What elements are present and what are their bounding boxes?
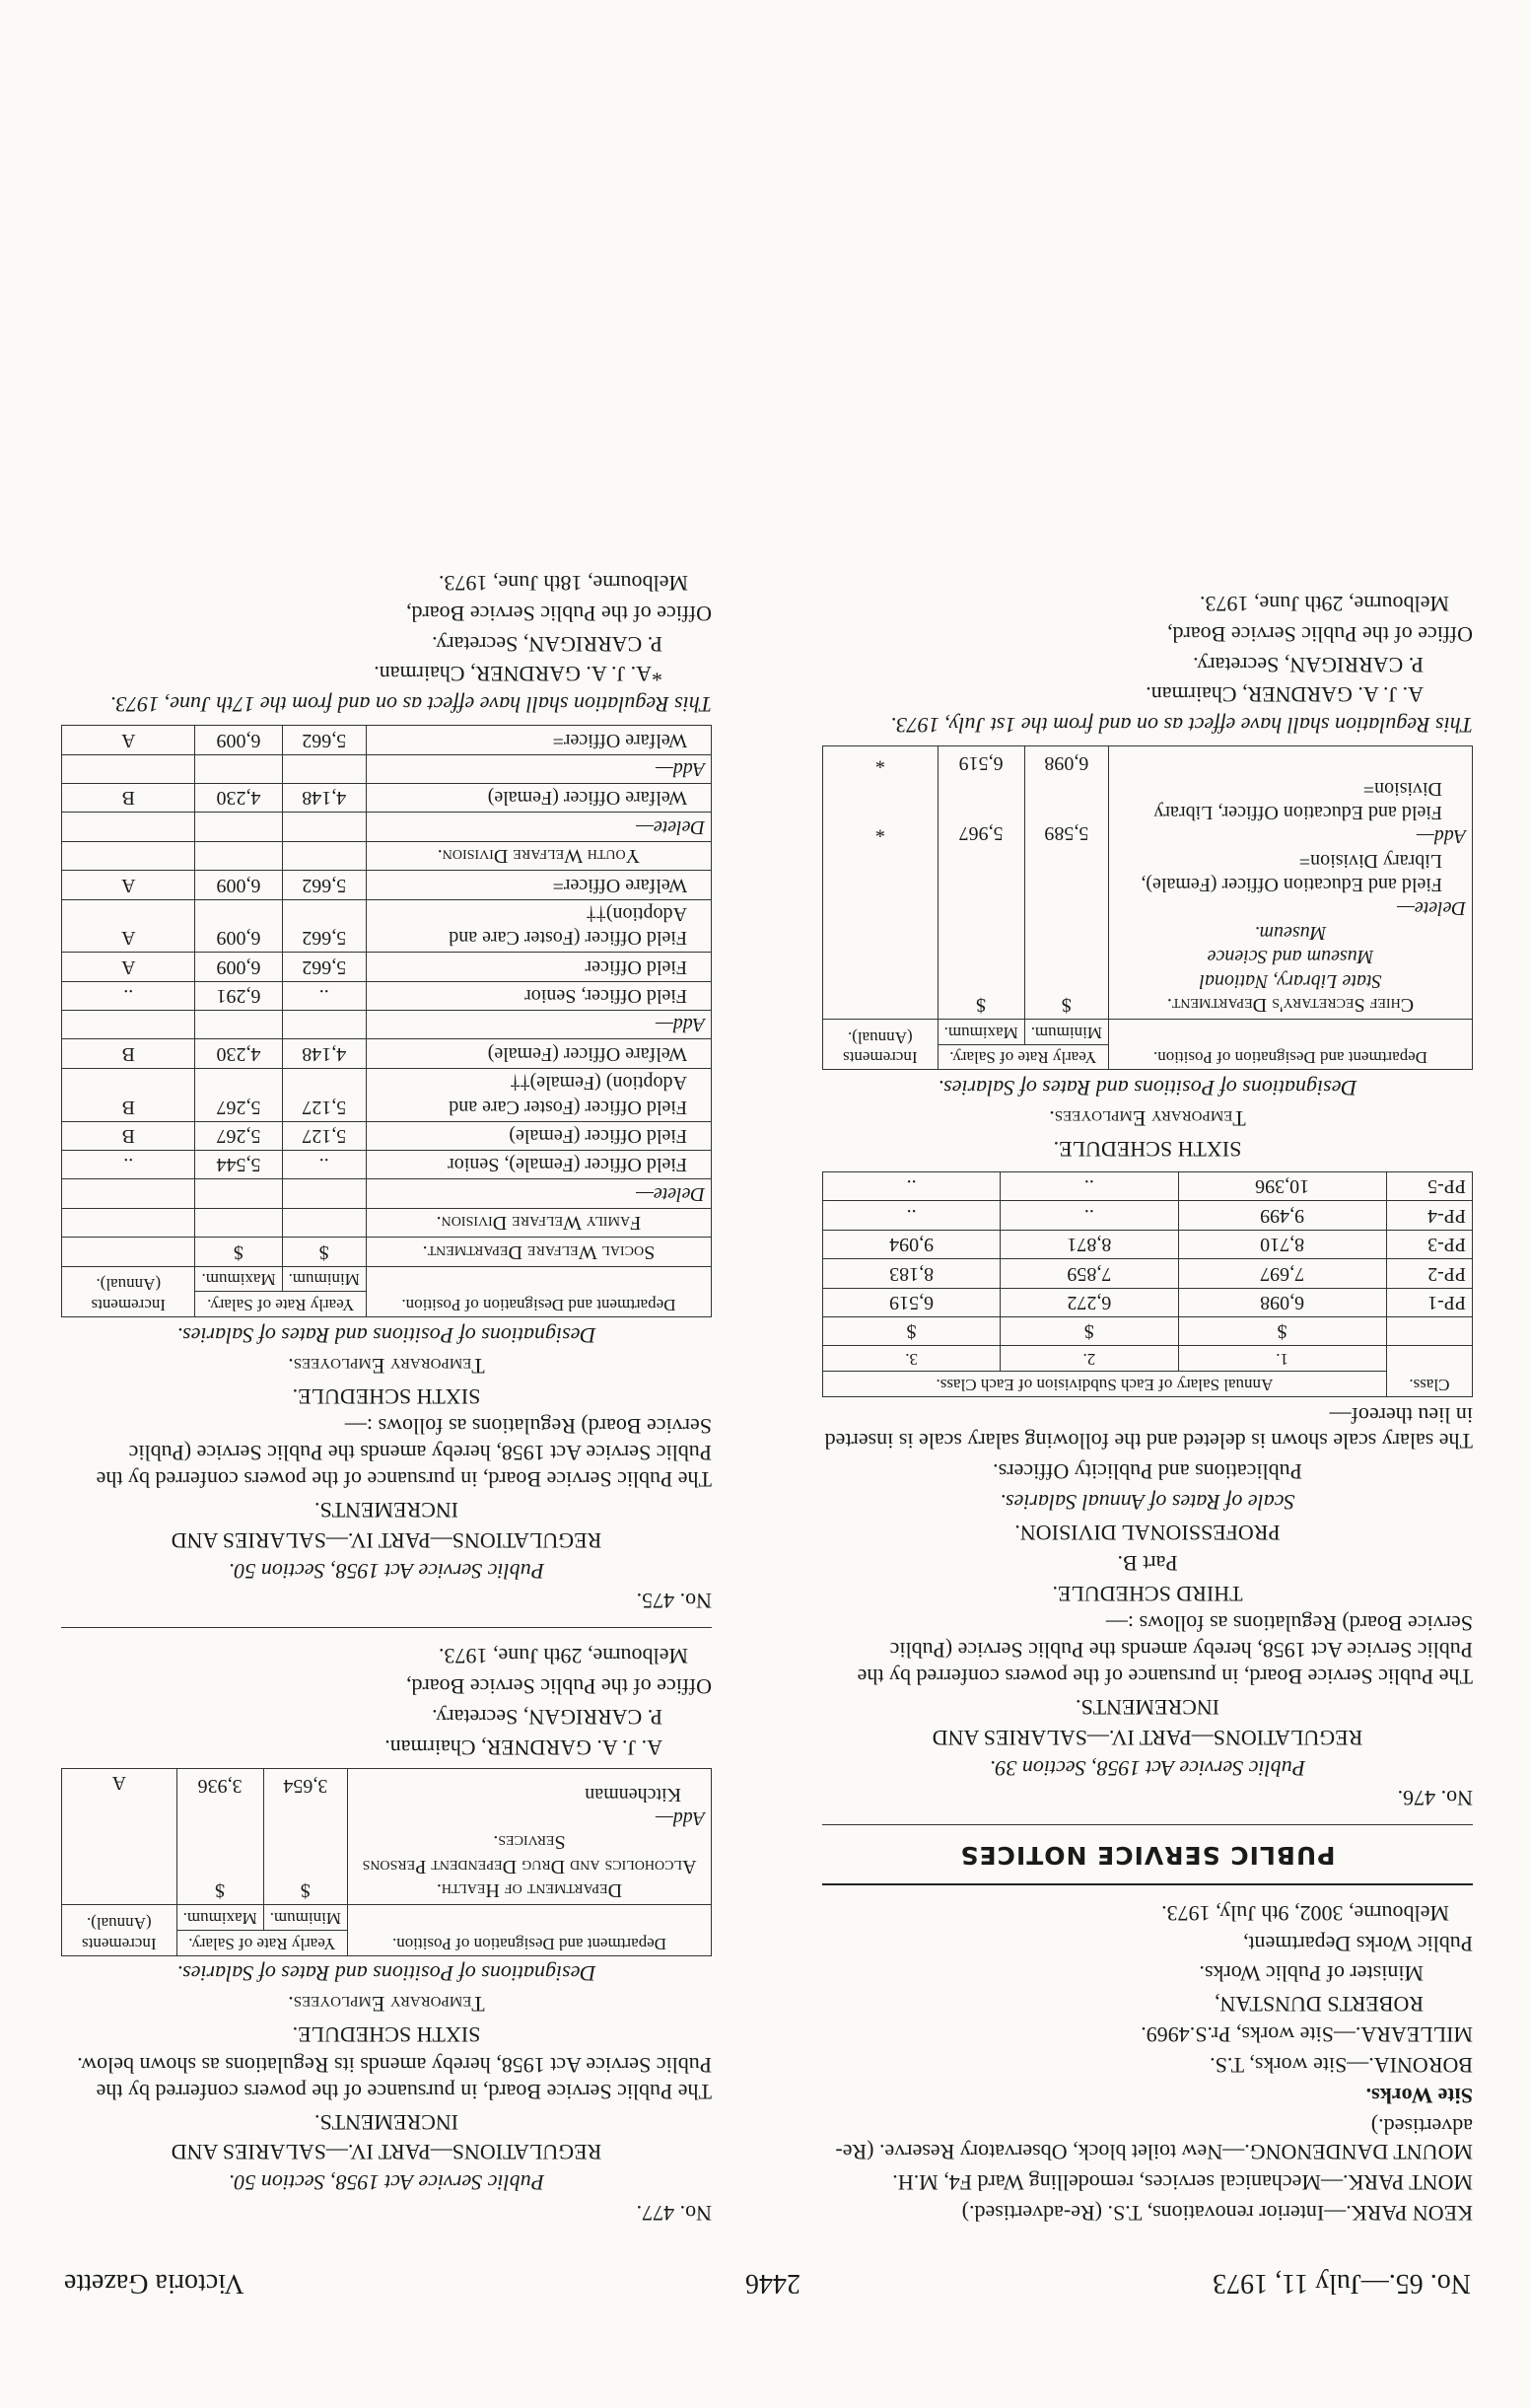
office-date: Melbourne, 18th June, 1973. [439,570,688,596]
table-row: PP-3 8,710 8,871 9,094 [823,1230,1473,1258]
currency: $ [823,1316,1001,1345]
gazette-title: Victoria Gazette [64,2268,244,2299]
temp-heading: Temporary Employees. [1049,1106,1246,1132]
column-header: Increments (Annual). [62,1905,177,1955]
signature: P. CARRIGAN, Secretary. [432,631,662,657]
scale-heading: Scale of Rates of Annual Salaries. [1000,1490,1295,1516]
column-header: Minimum. [1024,1020,1108,1045]
division-heading: Youth Welfare Division. [437,845,641,868]
temp-heading: Temporary Employees. [288,1353,485,1379]
notice-title: REGULATIONS—PART IV.—SALARIES AND [932,1725,1363,1750]
notices-heading: PUBLIC SERVICE NOTICES [959,1840,1336,1870]
notice-title: REGULATIONS—PART IV.—SALARIES AND [171,2140,602,2165]
office: Office of the Public Service Board, [406,601,712,626]
currency: $ [1178,1316,1386,1345]
notice-title: REGULATIONS—PART IV.—SALARIES AND [171,1527,602,1553]
part-heading: Part B. [1117,1550,1178,1576]
minister-date: Melbourne, 3002, 9th July, 1973. [1161,1900,1449,1926]
designations-heading: Designations of Positions and Rates of Salaries. [938,1076,1357,1101]
office: Office of the Public Service Board, [406,1674,712,1700]
add-label: Add— [1417,825,1466,848]
column-header: Yearly Rate of Salary. [176,1930,347,1955]
designations-heading: Designations of Positions and Rates of Salaries. [176,1322,596,1348]
column-header: 2. [1001,1346,1178,1372]
issue-number-date: No. 65.—July 11, 1973 [1213,2268,1471,2299]
column-header: Department and Designation of Position. [366,1266,711,1316]
schedule-heading: SIXTH SCHEDULE. [292,2022,481,2048]
effect-note: This Regulation shall have effect as on and from the 1st July, 1973. [890,713,1473,739]
column-header: Maximum. [176,1905,263,1931]
page-number: 2446 [745,2268,800,2299]
schedule-heading: SIXTH SCHEDULE. [1053,1136,1242,1162]
table-row: PP-5 10,396 .. .. [823,1171,1473,1200]
delete-label: Delete— [366,1179,711,1208]
notice-act: Public Service Act 1958, Section 50. [228,2170,545,2196]
delete-label: Delete— [366,813,711,841]
row-label: Field and Education Officer, Library Division= [1153,777,1442,823]
column-header: Increments (Annual). [823,1020,939,1070]
table-row: Welfare Officer= 5,662 6,009 A [62,871,712,899]
column-header: Annual Salary of Each Subdivision of Each Class. [823,1372,1387,1397]
column-header: Minimum. [282,1266,366,1292]
column-header: Yearly Rate of Salary. [938,1044,1108,1070]
column-header: Increments (Annual). [62,1266,195,1316]
add-label: Add— [366,1011,711,1039]
office-date: Melbourne, 29th June, 1973. [1200,591,1449,616]
add-label: Add— [366,754,711,783]
works-list [822,1899,1473,2226]
minister-dept: Public Works Department, [1242,1931,1473,1956]
section-heading: Alcoholics and Drug Dependent Persons Services. [362,1831,697,1877]
row-label: Kitchenman [585,1783,681,1806]
works-item: KEON PARK.—Interior renovations, T.S. (Re-advertised.) [961,2201,1473,2226]
divider [822,1824,1473,1825]
officers-heading: Publications and Publicity Officers. [993,1459,1302,1485]
office-date: Melbourne, 29th June, 1973. [439,1644,688,1669]
schedule-heading: THIRD SCHEDULE. [1052,1581,1243,1606]
designations-heading: Designations of Positions and Rates of Salaries. [176,1961,596,1987]
add-label: Add— [656,1806,705,1829]
dept-heading: Social Welfare Department. [422,1240,656,1263]
notice-body: The Public Service Board, in pursuance of the powers conferred by the Public Service Act 1958, hereby amends the Public Service (Public Service Board) Regulations as follows :— [857,1611,1473,1690]
table-row: PP-1 6,098 6,272 6,519 [823,1288,1473,1316]
left-column [822,578,1473,2226]
minister-title: Minister of Public Works. [1199,1961,1424,1987]
temp-heading: Temporary Employees. [288,1992,485,2018]
effect-note: This Regulation shall have effect as on and from the 17th June, 1973. [109,692,712,718]
column-header: Yearly Rate of Salary. [195,1292,366,1317]
divider [61,1627,712,1628]
table-row: Welfare Officer (Female) 4,148 4,230 B [62,1039,712,1068]
dept-heading: Chief Secretary's Department. [1166,994,1415,1017]
notice-act: Public Service Act 1958, Section 50. [228,1558,545,1584]
notice-title: INCREMENTS. [313,2109,459,2135]
signature: A. J. A. GARDNER, Chairman. [1146,682,1424,708]
column-header: 3. [823,1346,1001,1372]
row-label: Field and Education Officer (Female), Library Division= [1141,849,1442,896]
column-header: Department and Designation of Position. [1108,1020,1472,1070]
designations-table: Department and Designation of Position. Yearly Rate of Salary. Increments (Annual). Minimum. Maximum. Social Welfare Department. $ $ Family Welfare Division. Delete— Field Officer (Female), Senior .. 5,544 .. Field Officer (Female) 5,127 5,267 B Field Officer (Foster Care and Adoption) (Female)†† 5,127 5,267 B Welfare Officer (Female) 4,148 4,230 B Add— Field Officer, Senior .. 6,291 .. Field Officer 5,662 6,009 A Field Officer (Foster Care and Adoption)†† 5,662 6,009 A Welfare Officer= 5,662 6,009 A Youth Welfare Division. Delete— Welfare Officer (Female) 4,148 4,230 B Add— Welfare Officer= 5,662 6,009 A [61,725,712,1317]
site-works-item: BORONIA.—Site works, T.S. [1210,2052,1473,2078]
table-row: Welfare Officer (Female) 4,148 4,230 B [62,783,712,812]
table-row: Field Officer (Female), Senior .. 5,544 .. [62,1151,712,1179]
works-item: MONT PARK.—Mechanical services, remodelling Ward F4, M.H. [892,2170,1473,2196]
dept-heading: Department of Health. [436,1879,623,1902]
table-row: PP-4 9,499 .. .. [823,1201,1473,1230]
works-item: MOUNT DANDENONG.—New toilet block, Observatory Reserve. (Re-advertised.) [835,2113,1473,2165]
notice-act: Public Service Act 1958, Section 39. [989,1755,1306,1781]
notice-body: The Public Service Board, in pursuance of the powers conferred by the Public Service Act 1958, hereby amends its Regulations as shown below. [77,2052,712,2104]
column-header: Class. [1386,1346,1472,1396]
column-header: Minimum. [263,1905,347,1931]
notice-number: No. 475. [636,1589,712,1614]
right-column [61,557,712,2226]
site-works-item: MILLEARA.—Site works, Pr.S.4969. [1141,2022,1473,2048]
schedule-heading: SIXTH SCHEDULE. [292,1383,481,1409]
table-row: PP-2 7,697 7,859 8,183 [823,1259,1473,1288]
division-heading: PROFESSIONAL DIVISION. [1014,1520,1281,1545]
division-heading: Family Welfare Division. [436,1212,642,1235]
signature: A. J. A. GARDNER, Chairman. [384,1735,662,1760]
designations-table: Department and Designation of Position. Yearly Rate of Salary. Increments (Annual). Minimum. Maximum. Chief Secretary's Department. State Library, National Museum and Science Museum. Delete— Field and Education Officer (Female), Library Division= Add— Field and Education Officer, Library Division= $ 5,589 6,098 $ 5,967 6,519 * * [822,745,1473,1070]
column-header: Department and Designation of Position. [347,1905,711,1955]
minister-name: ROBERTS DUNSTAN, [1214,1992,1424,2018]
column-header: Maximum. [195,1266,282,1292]
office: Office of the Public Service Board, [1167,621,1473,647]
notice-body: The Public Service Board, in pursuance of the powers conferred by the Public Service Act 1958, hereby amends the Public Service (Public Service Board) Regulations as follows :— [96,1414,712,1493]
site-works-heading: Site Works. [1365,2083,1473,2108]
delete-label: Delete— [1397,897,1466,920]
notice-477 [61,1642,712,2226]
column-header: 1. [1178,1346,1386,1372]
table-row: Welfare Officer= 5,662 6,009 A [62,726,712,754]
signature: P. CARRIGAN, Secretary. [432,1704,662,1730]
notice-475 [61,569,712,1613]
notice-476 [822,590,1473,1810]
notice-number: No. 476. [1397,1786,1473,1811]
table-row: Field Officer 5,662 6,009 A [62,953,712,981]
designations-table: Department and Designation of Position. Yearly Rate of Salary. Increments (Annual). Minimum. Maximum. Department of Health. Alcoholics and Drug Dependent Persons Services. Add— Kitchenman $ 3,654 $ 3,936 A [61,1768,712,1956]
column-header: Maximum. [938,1020,1024,1045]
notice-title: INCREMENTS. [1075,1694,1220,1720]
signature: P. CARRIGAN, Secretary. [1193,652,1424,677]
currency: $ [1001,1316,1178,1345]
notice-number: No. 477. [636,2201,712,2226]
table-row: Field Officer (Female) 5,127 5,267 B [62,1121,712,1150]
salary-scale-table [822,1171,1473,1397]
divider [822,1883,1473,1885]
scale-note: The salary scale shown is deleted and the following salary scale is inserted in lieu thereof— [824,1402,1473,1454]
table-row: Field Officer, Senior .. 6,291 .. [62,981,712,1010]
signature: *A. J. A. GARDNER, Chairman. [374,662,662,687]
table-row: Field Officer (Foster Care and Adoption)†† 5,662 6,009 A [62,899,712,953]
notice-title: INCREMENTS. [313,1497,459,1523]
table-row: Field Officer (Foster Care and Adoption) (Female)†† 5,127 5,267 B [62,1068,712,1121]
